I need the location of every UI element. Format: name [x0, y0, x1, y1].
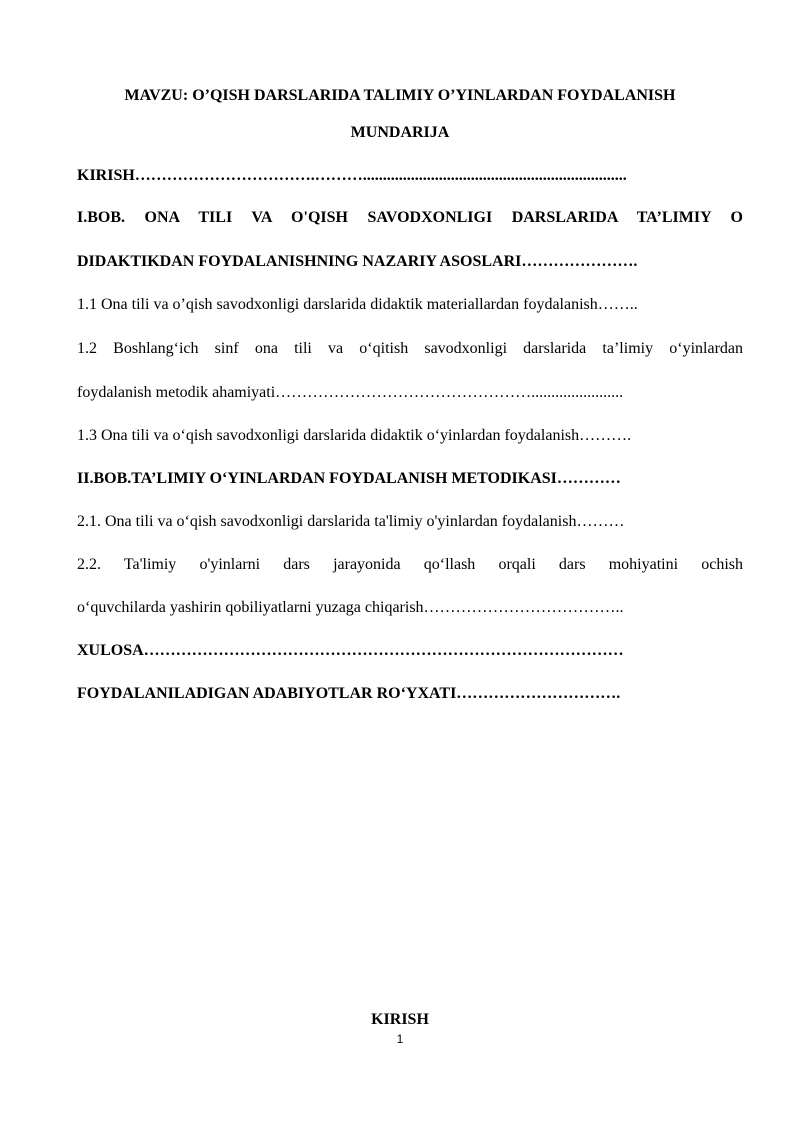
toc-heading: MUNDARIJA	[350, 124, 450, 141]
page-number: 1	[396, 1032, 404, 1046]
toc-entry-2-2-line-1: 2.2. Ta'limiy o'yinlarni dars jarayonida qo‘llash orqali dars mohiyatini ochish	[77, 556, 743, 573]
toc-entry-introduction: KIRISH…………………………….………..................................................................	[77, 167, 627, 184]
toc-entry-1-2-line-1: 1.2 Boshlang‘ich sinf ona tili va o‘qitish savodxonligi darslarida ta’limiy o‘yinlardan	[77, 340, 743, 357]
document-title: MAVZU: O’QISH DARSLARIDA TALIMIY O’YINLARDAN FOYDALANISH	[124, 87, 676, 104]
toc-entry-chapter-2: II.BOB.TA’LIMIY O‘YINLARDAN FOYDALANISH METODIKASI…………	[77, 470, 621, 487]
toc-entry-2-1: 2.1. Ona tili va o‘qish savodxonligi darslarida ta'limiy o'yinlardan foydalanish………	[77, 513, 625, 530]
toc-entry-references: FOYDALANILADIGAN ADABIYOTLAR RO‘YXATI………………………….	[77, 685, 621, 702]
toc-entry-2-2-line-2: o‘quvchilarda yashirin qobiliyatlarni yuzaga chiqarish………………………………..	[77, 599, 624, 616]
next-section-heading: KIRISH	[371, 1011, 429, 1028]
toc-entry-1-2-line-2: foydalanish metodik ahamiyati………………………………………….......................	[77, 384, 624, 401]
toc-entry-chapter-1-line-1: I.BOB. ONA TILI VA O'QISH SAVODXONLIGI DARSLARIDA TA’LIMIY O	[77, 209, 743, 226]
toc-entry-chapter-1-line-2: DIDAKTIKDAN FOYDALANISHNING NAZARIY ASOSLARI………………….	[77, 253, 638, 270]
toc-entry-1-1: 1.1 Ona tili va o’qish savodxonligi darslarida didaktik materiallardan foydalanish……..	[77, 296, 638, 313]
toc-entry-1-3: 1.3 Ona tili va o‘qish savodxonligi darslarida didaktik o‘yinlardan foydalanish……….	[77, 427, 632, 444]
toc-entry-conclusion: XULOSA………………………………………………………………………………	[77, 642, 624, 659]
